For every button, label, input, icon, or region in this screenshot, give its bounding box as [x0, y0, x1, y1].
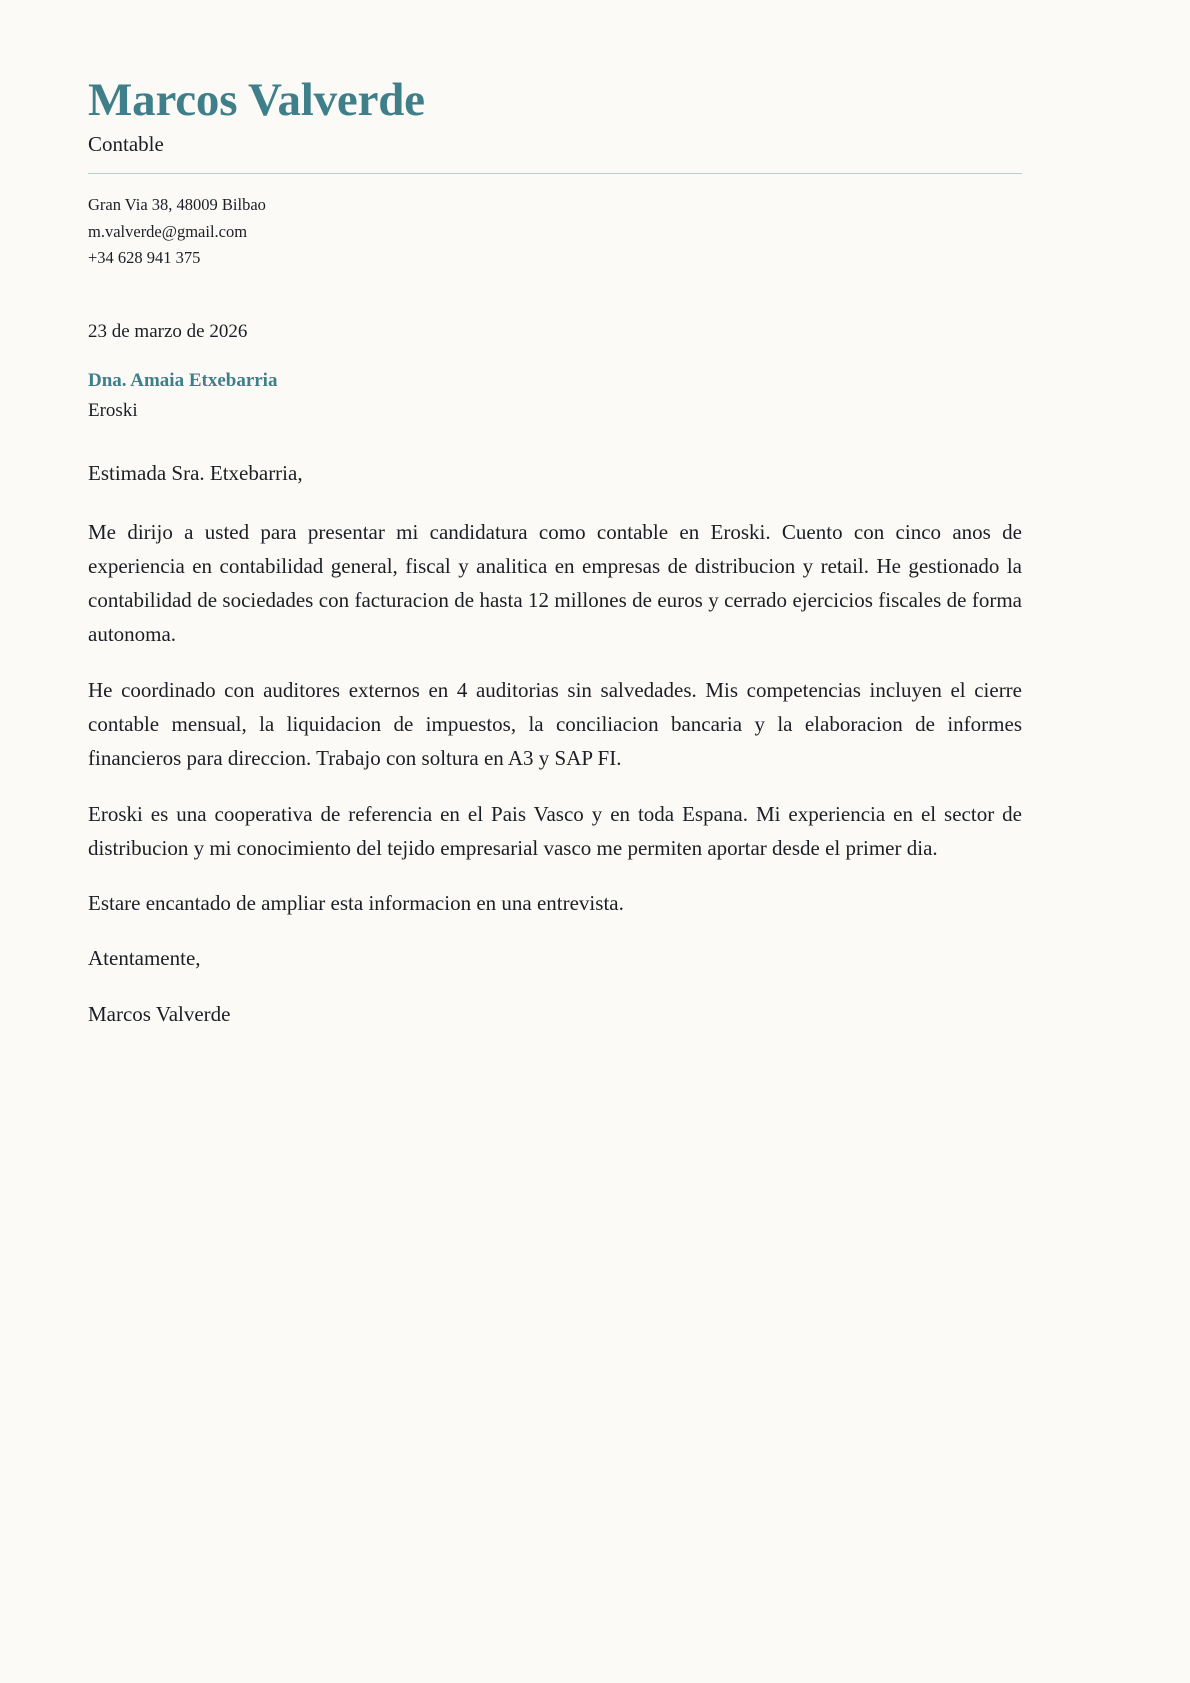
recipient-company: Eroski [88, 400, 138, 422]
letterhead [88, 75, 1022, 157]
letter-date: 23 de marzo de 2026 [88, 321, 248, 343]
closing-line: Estare encantado de ampliar esta informacion en una entrevista. [88, 890, 624, 915]
sign-off: Atentamente, [88, 946, 201, 971]
recipient-name: Dna. Amaia Etxebarria [88, 369, 278, 391]
body-paragraph-2: He coordinado con auditores externos en 4 auditorias sin salvedades. Mis competencias incluyen el cierre contable mensual, la liquidacion de impuestos, la conciliacion bancaria y la elaboracion de informes financieros para direccion. Trabajo con soltura en A3 y SAP FI. [88, 677, 1022, 770]
page-title: Marcos Valverde [88, 74, 425, 126]
body-paragraph-1: Me dirijo a usted para presentar mi candidatura como contable en Eroski. Cuento con cinco anos de experiencia en contabilidad general, fiscal y analitica en empresas de distribucion y retail. He gestionado la contabilidad de sociedades con facturacion de hasta 12 millones de euros y cerrado ejercicios fiscales de forma autonoma. [88, 519, 1022, 646]
job-title: Contable [88, 131, 164, 156]
header-divider [88, 173, 1022, 174]
salutation: Estimada Sra. Etxebarria, [88, 461, 303, 486]
contact-phone: +34 628 941 375 [88, 248, 201, 268]
contact-address: Gran Via 38, 48009 Bilbao [88, 194, 266, 214]
contact-email: m.valverde@gmail.com [88, 221, 248, 241]
contact-block [88, 192, 1022, 272]
body-paragraph-3: Eroski es una cooperativa de referencia en el Pais Vasco y en toda Espana. Mi experiencia en el sector de distribucion y mi conocimiento del tejido empresarial vasco me permiten aportar desde el primer dia. [88, 801, 1022, 860]
signature-name: Marcos Valverde [88, 1001, 231, 1026]
